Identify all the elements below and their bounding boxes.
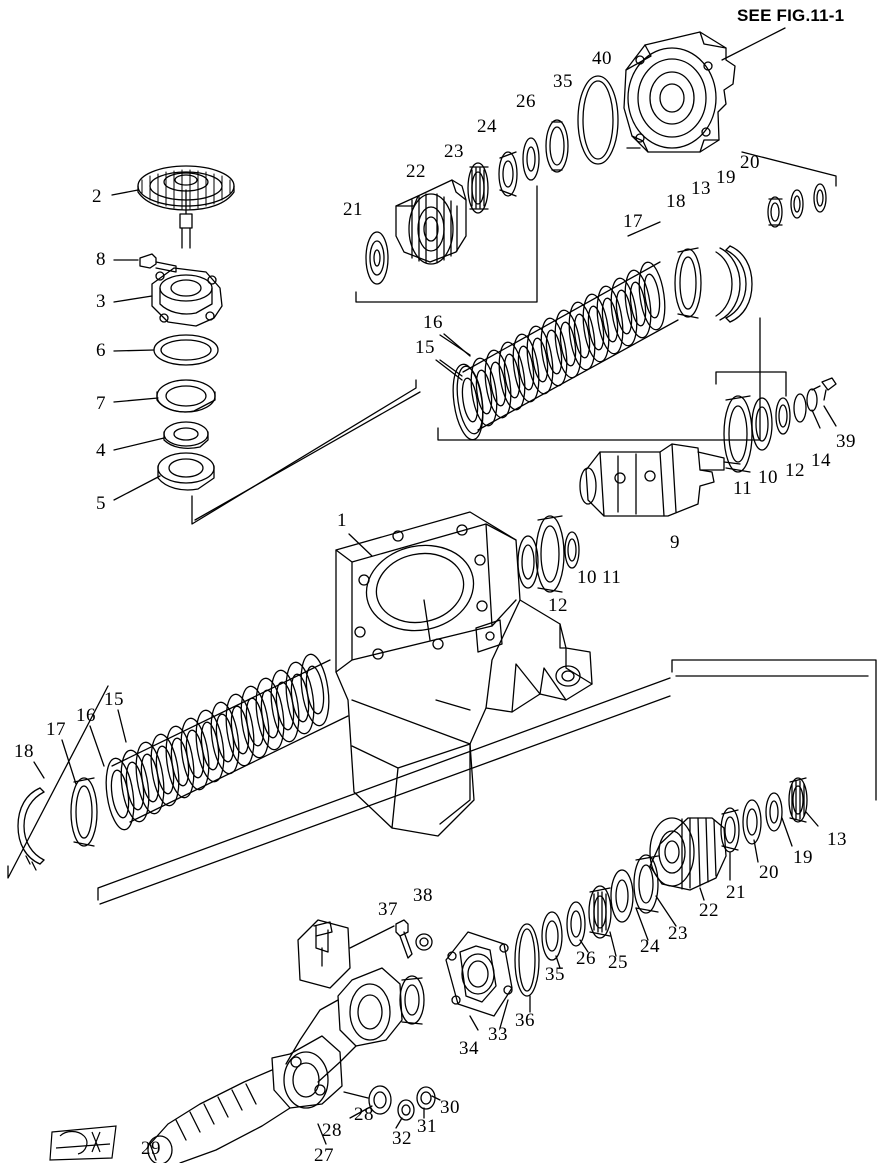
callout-21: 21 bbox=[343, 199, 363, 220]
callout-34: 34 bbox=[459, 1038, 479, 1059]
callout-23-bottom: 23 bbox=[668, 923, 688, 944]
callout-5: 5 bbox=[96, 493, 106, 514]
callout-40: 40 bbox=[592, 48, 612, 69]
callout-15-top: 15 bbox=[415, 337, 435, 358]
callout-20-bottom: 20 bbox=[759, 862, 779, 883]
callout-3: 3 bbox=[96, 291, 106, 312]
callout-21-bottom: 21 bbox=[726, 882, 746, 903]
callout-18-bottom: 18 bbox=[14, 741, 34, 762]
callout-22-bottom: 22 bbox=[699, 900, 719, 921]
callout-18-top: 18 bbox=[666, 191, 686, 212]
callout-11-mid: 11 bbox=[602, 567, 622, 588]
callout-30: 30 bbox=[440, 1097, 460, 1118]
callout-26-bottom: 26 bbox=[576, 948, 596, 969]
callout-28-b: 28 bbox=[322, 1120, 342, 1141]
callout-14: 14 bbox=[811, 450, 831, 471]
callout-20-top: 20 bbox=[740, 152, 760, 173]
manufacturer-logo bbox=[50, 1126, 116, 1160]
callout-8: 8 bbox=[96, 249, 106, 270]
callout-12-mid: 12 bbox=[548, 595, 568, 616]
callout-38: 38 bbox=[413, 885, 433, 906]
callout-19-bottom: 19 bbox=[793, 847, 813, 868]
callout-9: 9 bbox=[670, 532, 680, 553]
callout-11-right: 11 bbox=[733, 478, 753, 499]
callout-17-top: 17 bbox=[623, 211, 643, 232]
callout-19-top: 19 bbox=[716, 167, 736, 188]
callout-26: 26 bbox=[516, 91, 536, 112]
callout-15-bottom: 15 bbox=[104, 689, 124, 710]
callout-13-bottom: 13 bbox=[827, 829, 847, 850]
callout-17-bottom: 17 bbox=[46, 719, 66, 740]
callout-24-bottom: 24 bbox=[640, 936, 660, 957]
callout-13-top: 13 bbox=[691, 178, 711, 199]
callout-16-bottom: 16 bbox=[76, 705, 96, 726]
callout-36: 36 bbox=[515, 1010, 535, 1031]
callout-35-bottom: 35 bbox=[545, 964, 565, 985]
callout-4: 4 bbox=[96, 440, 106, 461]
callout-35: 35 bbox=[553, 71, 573, 92]
callout-33: 33 bbox=[488, 1024, 508, 1045]
callout-32: 32 bbox=[392, 1128, 412, 1149]
see-figure-note: SEE FIG.11-1 bbox=[737, 6, 845, 25]
callout-10-mid: 10 bbox=[577, 567, 597, 588]
callout-24: 24 bbox=[477, 116, 497, 137]
callout-22: 22 bbox=[406, 161, 426, 182]
callout-37: 37 bbox=[378, 899, 398, 920]
callout-6: 6 bbox=[96, 340, 106, 361]
callout-25: 25 bbox=[608, 952, 628, 973]
callout-29: 29 bbox=[141, 1138, 161, 1159]
callout-28-a: 28 bbox=[354, 1104, 374, 1125]
callout-27: 27 bbox=[314, 1145, 334, 1163]
callout-10-right: 10 bbox=[758, 467, 778, 488]
callout-31: 31 bbox=[417, 1116, 437, 1137]
callout-16-top: 16 bbox=[423, 312, 443, 333]
callout-2: 2 bbox=[92, 186, 102, 207]
callout-39: 39 bbox=[836, 431, 856, 452]
callout-1: 1 bbox=[337, 510, 347, 531]
callout-7: 7 bbox=[96, 393, 106, 414]
callout-12-right: 12 bbox=[785, 460, 805, 481]
callout-23: 23 bbox=[444, 141, 464, 162]
